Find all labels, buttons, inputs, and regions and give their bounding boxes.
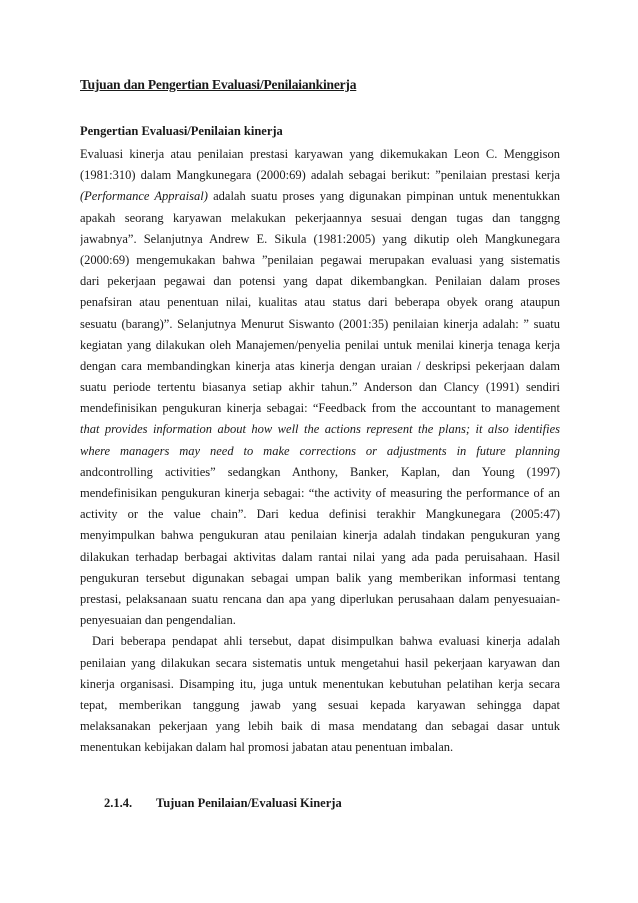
sub-heading: Pengertian Evaluasi/Penilaian kinerja [80, 124, 283, 138]
text-line: mendefinisikan pengukuran kinerja sebagai: “Feedback from the accountant to management [80, 401, 560, 416]
text-line: penafsiran atau penentuan nilai, kualitas atau status dari beberapa obyek orang ataupun [80, 295, 560, 310]
text-line: kinerja organisasi. Disamping itu, juga untuk menentukan kebutuhan pelatihan kerja secara [80, 676, 560, 691]
text-line: prestasi, pelaksanaan suatu rencana dan apa yang diperlukan perusahaan dalam penyesuaian- [80, 591, 560, 606]
text-line: suatu periode tertentu biasanya setiap akhir tahun.” Anderson dan Clancy (1991) sendiri [80, 380, 560, 395]
body-text [80, 144, 560, 758]
text-line: dengan cara membandingkan kinerja atas kinerja dengan uraian / deskripsi pekerjaan dalam [80, 358, 560, 373]
text-line: Evaluasi kinerja atau penilaian prestasi karyawan yang dikemukakan Leon C. Menggison [80, 147, 560, 161]
text-line: menentukan kebijakan dalam hal promosi jabatan atau penentuan imbalan. [80, 740, 454, 755]
section-heading [104, 796, 342, 811]
text-line: menyimpulkan bahwa pengukuran atau penilaian kinerja adalah tindakan pengukuran yang [80, 528, 560, 543]
text-line: andcontrolling activities” sedangkan Anthony, Banker, Kaplan, dan Young (1997) [80, 464, 560, 479]
main-heading: Tujuan dan Pengertian Evaluasi/Penilaiankinerja [80, 77, 357, 92]
text-line: pengukuran tersebut digunakan sebagai umpan balik yang memberikan informasi tentang [80, 570, 560, 585]
paragraph-2 [80, 631, 560, 758]
text-segment: (Performance Appraisal) adalah suatu proses yang digunakan pimpinan untuk menentukkan [80, 189, 560, 204]
text-line: penyesuaian dan pengendalian. [80, 613, 236, 628]
text-line: dari pekerjaan pegawai dan potensi yang dapat dikembangkan. Penilaian dalam proses [80, 274, 560, 289]
section-number: 2.1.4. [104, 796, 133, 810]
text-line: dilakukan terhadap berbagai aktivitas dalam rantai nilai yang ada pada peruisahaan. Hasil [80, 549, 560, 564]
text-line: (1981:310) dalam Mangkunegara (2000:69) adalah sebagai berikut: ”penilaian prestasi kerja [80, 168, 560, 183]
text-line: Dari beberapa pendapat ahli tersebut, dapat disimpulkan bahwa evaluasi kinerja adalah [92, 634, 560, 649]
section-title: Tujuan Penilaian/Evaluasi Kinerja [156, 796, 342, 810]
text-line: penilaian yang dilakukan secara sistematis untuk mengetahui hasil pekerjaan karyawan dan [80, 655, 560, 670]
text-line: mendefinisikan pengukuran kinerja sebagai: “the activity of measuring the performance of an [80, 486, 560, 500]
italic-term: (Performance Appraisal) [80, 189, 208, 204]
text-line: jawabnya”. Selanjutnya Andrew E. Sikula (1981:2005) yang dikutip oleh Mangkunegara [80, 231, 560, 246]
paragraph-1 [80, 144, 560, 631]
text-line: melaksanakan pekerjaan yang lebih baik di masa mendatang dan sebagai dasar untuk [80, 719, 560, 734]
text-line: sesuatu (barang)”. Selanjutnya Menurut Siswanto (2001:35) penilaian kinerja adalah: ” suatu [80, 316, 560, 331]
text-line: apakah seorang karyawan melakukan pekerjaannya sesuai dengan tugas dan tanggng [80, 210, 560, 225]
text-line: where managers may need to make corrections or adjustments in future planning [80, 443, 560, 458]
text-line: that provides information about how well the actions represent the plans; it also identifies [80, 422, 560, 437]
text-line: activity or the value chain”. Dari kedua definisi terakhir Mangkunegara (2005:47) [80, 507, 560, 522]
text-line: tepat, memberikan tanggung jawab yang sesuai kepada karyawan sehingga dapat [80, 697, 560, 712]
text-line: kegiatan yang dilakukan oleh Manajemen/penyelia penilai untuk menilai kinerja tenaga kerja [80, 337, 560, 352]
text-line [80, 186, 560, 207]
text-line: (2000:69) mengemukakan bahwa ”penilaian pegawai merupakan evaluasi yang sistematis [80, 252, 560, 267]
